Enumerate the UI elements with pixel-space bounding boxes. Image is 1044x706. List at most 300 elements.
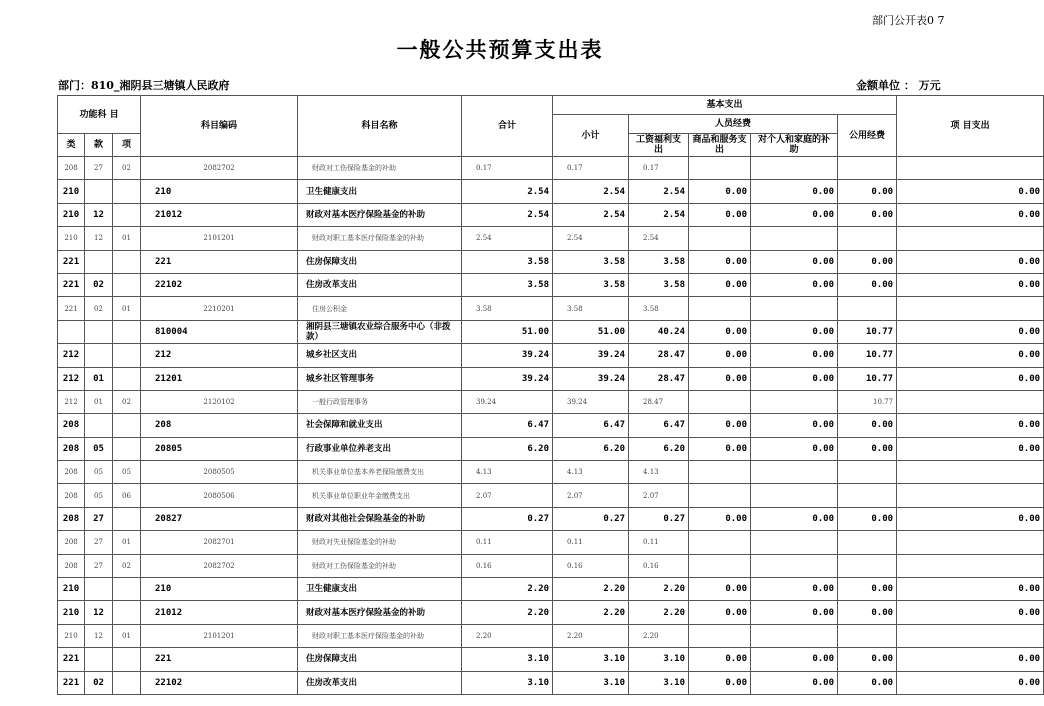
cell-lei: 208 — [58, 507, 85, 530]
cell-code: 212 — [141, 344, 298, 367]
cell-xiang: 06 — [113, 484, 141, 507]
cell-xiang — [113, 437, 141, 460]
cell-lei: 208 — [58, 461, 85, 484]
cell-goods: 0.00 — [689, 250, 751, 273]
cell-lei: 208 — [58, 157, 85, 180]
cell-xiang — [113, 203, 141, 226]
cell-project: 0.00 — [897, 437, 1044, 460]
cell-name: 湘阴县三塘镇农业综合服务中心（非拨款） — [298, 320, 462, 343]
cell-code: 210 — [141, 578, 298, 601]
cell-code: 210 — [141, 180, 298, 203]
header-subject-code: 科目编码 — [141, 96, 298, 157]
cell-code: 221 — [141, 648, 298, 671]
cell-name: 卫生健康支出 — [298, 180, 462, 203]
cell-goods: 0.00 — [689, 203, 751, 226]
cell-name: 住房公积金 — [298, 297, 462, 320]
cell-goods — [689, 554, 751, 577]
cell-code: 2101201 — [141, 227, 298, 250]
header-subtotal: 小计 — [553, 115, 629, 157]
cell-kuan: 12 — [85, 227, 113, 250]
unit-label: 金额单位 ： 万元 — [856, 79, 941, 92]
cell-salary: 2.54 — [629, 227, 689, 250]
cell-public: 0.00 — [838, 601, 897, 624]
table-row — [58, 484, 1044, 507]
cell-name: 机关事业单位职业年金缴费支出 — [298, 484, 462, 507]
cell-xiang — [113, 601, 141, 624]
cell-salary: 2.20 — [629, 624, 689, 647]
cell-subtotal: 3.58 — [553, 297, 629, 320]
cell-project: 0.00 — [897, 578, 1044, 601]
cell-subtotal: 39.24 — [553, 344, 629, 367]
cell-subtotal: 0.17 — [553, 157, 629, 180]
cell-goods: 0.00 — [689, 320, 751, 343]
cell-goods — [689, 390, 751, 413]
cell-total: 39.24 — [462, 344, 553, 367]
header-subject-name: 科目名称 — [298, 96, 462, 157]
cell-salary: 6.47 — [629, 414, 689, 437]
cell-salary: 6.20 — [629, 437, 689, 460]
table-row — [58, 554, 1044, 577]
cell-total: 2.20 — [462, 624, 553, 647]
cell-total: 39.24 — [462, 367, 553, 390]
cell-goods — [689, 484, 751, 507]
cell-xiang — [113, 273, 141, 296]
cell-total: 39.24 — [462, 390, 553, 413]
cell-salary: 0.17 — [629, 157, 689, 180]
cell-goods — [689, 461, 751, 484]
cell-code: 20805 — [141, 437, 298, 460]
header-project-expenditure: 项 目支出 — [897, 96, 1044, 157]
cell-goods — [689, 157, 751, 180]
cell-public — [838, 157, 897, 180]
table-row — [58, 320, 1044, 343]
cell-lei: 221 — [58, 671, 85, 694]
cell-name: 财政对工伤保险基金的补助 — [298, 157, 462, 180]
cell-total: 2.07 — [462, 484, 553, 507]
cell-total: 51.00 — [462, 320, 553, 343]
cell-subtotal: 2.54 — [553, 203, 629, 226]
cell-xiang — [113, 344, 141, 367]
cell-project — [897, 461, 1044, 484]
cell-total: 2.54 — [462, 180, 553, 203]
cell-goods: 0.00 — [689, 601, 751, 624]
cell-lei: 210 — [58, 578, 85, 601]
cell-personal — [751, 227, 838, 250]
cell-personal: 0.00 — [751, 203, 838, 226]
cell-personal: 0.00 — [751, 344, 838, 367]
cell-lei: 210 — [58, 601, 85, 624]
cell-xiang — [113, 367, 141, 390]
cell-name: 财政对工伤保险基金的补助 — [298, 554, 462, 577]
table-body — [58, 157, 1044, 695]
header-personnel-funds: 人员经费 — [629, 115, 838, 134]
cell-personal — [751, 624, 838, 647]
cell-goods: 0.00 — [689, 273, 751, 296]
cell-code: 2080505 — [141, 461, 298, 484]
cell-code: 21012 — [141, 601, 298, 624]
cell-subtotal: 39.24 — [553, 390, 629, 413]
table-row — [58, 390, 1044, 413]
cell-personal — [751, 390, 838, 413]
cell-lei: 210 — [58, 624, 85, 647]
cell-subtotal: 6.20 — [553, 437, 629, 460]
cell-lei: 221 — [58, 297, 85, 320]
cell-xiang: 05 — [113, 461, 141, 484]
cell-personal: 0.00 — [751, 601, 838, 624]
cell-public: 0.00 — [838, 414, 897, 437]
cell-lei: 208 — [58, 437, 85, 460]
cell-name: 财政对职工基本医疗保险基金的补助 — [298, 624, 462, 647]
cell-xiang — [113, 180, 141, 203]
table-row — [58, 601, 1044, 624]
cell-xiang: 02 — [113, 390, 141, 413]
cell-public: 0.00 — [838, 437, 897, 460]
table-row — [58, 180, 1044, 203]
cell-kuan — [85, 320, 113, 343]
cell-code: 20827 — [141, 507, 298, 530]
cell-kuan: 05 — [85, 484, 113, 507]
cell-goods: 0.00 — [689, 578, 751, 601]
cell-public: 0.00 — [838, 203, 897, 226]
cell-lei: 208 — [58, 484, 85, 507]
cell-project: 0.00 — [897, 367, 1044, 390]
cell-total: 2.20 — [462, 578, 553, 601]
cell-public: 0.00 — [838, 250, 897, 273]
cell-project — [897, 554, 1044, 577]
cell-public: 0.00 — [838, 273, 897, 296]
cell-subtotal: 0.16 — [553, 554, 629, 577]
header-salary-welfare: 工资福利支出 — [629, 134, 689, 157]
cell-public: 10.77 — [838, 367, 897, 390]
cell-goods — [689, 227, 751, 250]
table-header — [58, 96, 1044, 157]
cell-name: 机关事业单位基本养老保险缴费支出 — [298, 461, 462, 484]
cell-subtotal: 2.54 — [553, 227, 629, 250]
cell-subtotal: 2.54 — [553, 180, 629, 203]
cell-project: 0.00 — [897, 203, 1044, 226]
cell-name: 城乡社区支出 — [298, 344, 462, 367]
table-row — [58, 461, 1044, 484]
cell-total: 2.54 — [462, 227, 553, 250]
cell-xiang: 01 — [113, 624, 141, 647]
cell-lei: 212 — [58, 344, 85, 367]
cell-salary: 0.16 — [629, 554, 689, 577]
cell-project: 0.00 — [897, 250, 1044, 273]
cell-public: 0.00 — [838, 507, 897, 530]
table-row — [58, 507, 1044, 530]
cell-salary: 40.24 — [629, 320, 689, 343]
cell-subtotal: 51.00 — [553, 320, 629, 343]
cell-subtotal: 2.07 — [553, 484, 629, 507]
cell-total: 0.27 — [462, 507, 553, 530]
header-goods-services: 商品和服务支出 — [689, 134, 751, 157]
cell-salary: 4.13 — [629, 461, 689, 484]
cell-total: 0.11 — [462, 531, 553, 554]
cell-kuan: 27 — [85, 554, 113, 577]
cell-lei: 208 — [58, 414, 85, 437]
cell-lei: 221 — [58, 273, 85, 296]
cell-xiang: 01 — [113, 531, 141, 554]
cell-xiang — [113, 414, 141, 437]
cell-goods: 0.00 — [689, 507, 751, 530]
cell-personal: 0.00 — [751, 320, 838, 343]
cell-public — [838, 461, 897, 484]
cell-salary: 3.10 — [629, 648, 689, 671]
cell-kuan — [85, 180, 113, 203]
cell-kuan: 01 — [85, 390, 113, 413]
cell-lei: 210 — [58, 227, 85, 250]
cell-subtotal: 2.20 — [553, 624, 629, 647]
cell-goods — [689, 531, 751, 554]
cell-name: 行政事业单位养老支出 — [298, 437, 462, 460]
cell-code: 810004 — [141, 320, 298, 343]
cell-total: 4.13 — [462, 461, 553, 484]
cell-project — [897, 227, 1044, 250]
cell-xiang: 02 — [113, 554, 141, 577]
cell-lei: 221 — [58, 648, 85, 671]
cell-xiang — [113, 671, 141, 694]
cell-name: 财政对职工基本医疗保险基金的补助 — [298, 227, 462, 250]
cell-total: 3.58 — [462, 250, 553, 273]
table-row — [58, 624, 1044, 647]
table-row — [58, 671, 1044, 694]
table-row — [58, 578, 1044, 601]
cell-kuan: 27 — [85, 157, 113, 180]
cell-project: 0.00 — [897, 320, 1044, 343]
cell-code: 2101201 — [141, 624, 298, 647]
cell-personal: 0.00 — [751, 648, 838, 671]
cell-code: 2210201 — [141, 297, 298, 320]
header-kuan: 款 — [85, 134, 113, 157]
cell-kuan: 27 — [85, 507, 113, 530]
cell-name: 城乡社区管理事务 — [298, 367, 462, 390]
table-row — [58, 414, 1044, 437]
cell-code: 22102 — [141, 671, 298, 694]
cell-name: 财政对基本医疗保险基金的补助 — [298, 601, 462, 624]
cell-public — [838, 297, 897, 320]
cell-public: 10.77 — [838, 390, 897, 413]
header-personal-family: 对个人和家庭的补助 — [751, 134, 838, 157]
budget-table — [57, 95, 1044, 695]
cell-goods — [689, 624, 751, 647]
cell-subtotal: 3.58 — [553, 250, 629, 273]
cell-kuan — [85, 344, 113, 367]
cell-public: 10.77 — [838, 320, 897, 343]
cell-salary: 28.47 — [629, 344, 689, 367]
cell-goods: 0.00 — [689, 344, 751, 367]
cell-goods: 0.00 — [689, 648, 751, 671]
page-code: 部门公开表0 7 — [872, 14, 945, 27]
cell-project — [897, 390, 1044, 413]
cell-personal: 0.00 — [751, 414, 838, 437]
cell-code: 21012 — [141, 203, 298, 226]
cell-code: 22102 — [141, 273, 298, 296]
cell-kuan — [85, 414, 113, 437]
cell-salary: 3.58 — [629, 273, 689, 296]
cell-personal: 0.00 — [751, 671, 838, 694]
cell-code: 2120102 — [141, 390, 298, 413]
cell-personal — [751, 484, 838, 507]
cell-goods: 0.00 — [689, 414, 751, 437]
cell-public — [838, 554, 897, 577]
cell-total: 0.16 — [462, 554, 553, 577]
cell-name: 社会保障和就业支出 — [298, 414, 462, 437]
cell-public — [838, 484, 897, 507]
cell-personal — [751, 297, 838, 320]
cell-xiang — [113, 507, 141, 530]
cell-personal: 0.00 — [751, 437, 838, 460]
cell-code: 208 — [141, 414, 298, 437]
cell-kuan: 05 — [85, 461, 113, 484]
cell-project — [897, 157, 1044, 180]
cell-public: 0.00 — [838, 648, 897, 671]
cell-personal — [751, 461, 838, 484]
cell-xiang: 01 — [113, 227, 141, 250]
cell-total: 0.17 — [462, 157, 553, 180]
cell-goods: 0.00 — [689, 180, 751, 203]
cell-personal: 0.00 — [751, 578, 838, 601]
cell-project: 0.00 — [897, 601, 1044, 624]
table-row — [58, 250, 1044, 273]
cell-personal: 0.00 — [751, 250, 838, 273]
cell-salary: 3.58 — [629, 297, 689, 320]
table-row — [58, 531, 1044, 554]
cell-name: 一般行政管理事务 — [298, 390, 462, 413]
cell-subtotal: 39.24 — [553, 367, 629, 390]
cell-total: 2.20 — [462, 601, 553, 624]
cell-xiang — [113, 578, 141, 601]
cell-kuan: 12 — [85, 601, 113, 624]
cell-name: 财政对其他社会保险基金的补助 — [298, 507, 462, 530]
cell-salary: 2.54 — [629, 180, 689, 203]
cell-project — [897, 531, 1044, 554]
cell-kuan: 02 — [85, 273, 113, 296]
cell-subtotal: 2.20 — [553, 578, 629, 601]
cell-subtotal: 6.47 — [553, 414, 629, 437]
cell-public: 0.00 — [838, 180, 897, 203]
cell-xiang: 01 — [113, 297, 141, 320]
cell-public — [838, 624, 897, 647]
cell-subtotal: 2.20 — [553, 601, 629, 624]
cell-kuan: 02 — [85, 671, 113, 694]
cell-kuan — [85, 578, 113, 601]
cell-lei: 210 — [58, 180, 85, 203]
cell-salary: 2.20 — [629, 578, 689, 601]
cell-lei: 208 — [58, 554, 85, 577]
header-basic-expenditure: 基本支出 — [553, 96, 897, 115]
table-row — [58, 203, 1044, 226]
cell-lei: 212 — [58, 390, 85, 413]
cell-subtotal: 0.11 — [553, 531, 629, 554]
cell-code: 221 — [141, 250, 298, 273]
cell-lei: 221 — [58, 250, 85, 273]
cell-xiang: 02 — [113, 157, 141, 180]
cell-kuan: 05 — [85, 437, 113, 460]
table-row — [58, 297, 1044, 320]
table-row — [58, 157, 1044, 180]
header-total: 合计 — [462, 96, 553, 157]
cell-goods: 0.00 — [689, 367, 751, 390]
cell-code: 2082702 — [141, 157, 298, 180]
cell-lei: 212 — [58, 367, 85, 390]
cell-personal — [751, 157, 838, 180]
cell-kuan — [85, 648, 113, 671]
cell-subtotal: 3.10 — [553, 648, 629, 671]
cell-personal — [751, 554, 838, 577]
cell-kuan — [85, 250, 113, 273]
cell-lei: 208 — [58, 531, 85, 554]
cell-project — [897, 297, 1044, 320]
cell-code: 2082702 — [141, 554, 298, 577]
cell-name: 财政对基本医疗保险基金的补助 — [298, 203, 462, 226]
cell-personal — [751, 531, 838, 554]
header-public-funds: 公用经费 — [838, 115, 897, 157]
cell-code: 2080506 — [141, 484, 298, 507]
cell-project — [897, 484, 1044, 507]
cell-project: 0.00 — [897, 344, 1044, 367]
table-row — [58, 367, 1044, 390]
cell-personal: 0.00 — [751, 180, 838, 203]
cell-salary: 2.07 — [629, 484, 689, 507]
cell-subtotal: 0.27 — [553, 507, 629, 530]
cell-project: 0.00 — [897, 180, 1044, 203]
cell-total: 3.58 — [462, 297, 553, 320]
cell-lei — [58, 320, 85, 343]
cell-salary: 2.54 — [629, 203, 689, 226]
header-function-subject: 功能科 目 — [58, 96, 141, 134]
cell-name: 住房改革支出 — [298, 671, 462, 694]
table-row — [58, 344, 1044, 367]
cell-total: 6.20 — [462, 437, 553, 460]
table-row — [58, 648, 1044, 671]
cell-public — [838, 531, 897, 554]
cell-code: 2082701 — [141, 531, 298, 554]
cell-project: 0.00 — [897, 414, 1044, 437]
cell-project: 0.00 — [897, 648, 1044, 671]
cell-name: 卫生健康支出 — [298, 578, 462, 601]
table-row — [58, 227, 1044, 250]
cell-kuan: 01 — [85, 367, 113, 390]
page-title: 一般公共预算支出表 — [396, 37, 604, 62]
header-lei: 类 — [58, 134, 85, 157]
cell-xiang — [113, 648, 141, 671]
cell-name: 住房保障支出 — [298, 250, 462, 273]
cell-kuan: 12 — [85, 624, 113, 647]
cell-kuan: 02 — [85, 297, 113, 320]
cell-salary: 0.11 — [629, 531, 689, 554]
cell-project: 0.00 — [897, 671, 1044, 694]
cell-public: 10.77 — [838, 344, 897, 367]
cell-total: 3.10 — [462, 648, 553, 671]
cell-salary: 3.58 — [629, 250, 689, 273]
cell-total: 6.47 — [462, 414, 553, 437]
cell-subtotal: 3.10 — [553, 671, 629, 694]
cell-personal: 0.00 — [751, 367, 838, 390]
cell-personal: 0.00 — [751, 273, 838, 296]
cell-goods: 0.00 — [689, 437, 751, 460]
cell-project: 0.00 — [897, 273, 1044, 296]
cell-subtotal: 4.13 — [553, 461, 629, 484]
cell-salary: 28.47 — [629, 367, 689, 390]
header-xiang: 项 — [113, 134, 141, 157]
table-row — [58, 273, 1044, 296]
cell-xiang — [113, 250, 141, 273]
cell-project: 0.00 — [897, 507, 1044, 530]
cell-public: 0.00 — [838, 671, 897, 694]
cell-total: 2.54 — [462, 203, 553, 226]
cell-total: 3.58 — [462, 273, 553, 296]
cell-salary: 28.47 — [629, 390, 689, 413]
